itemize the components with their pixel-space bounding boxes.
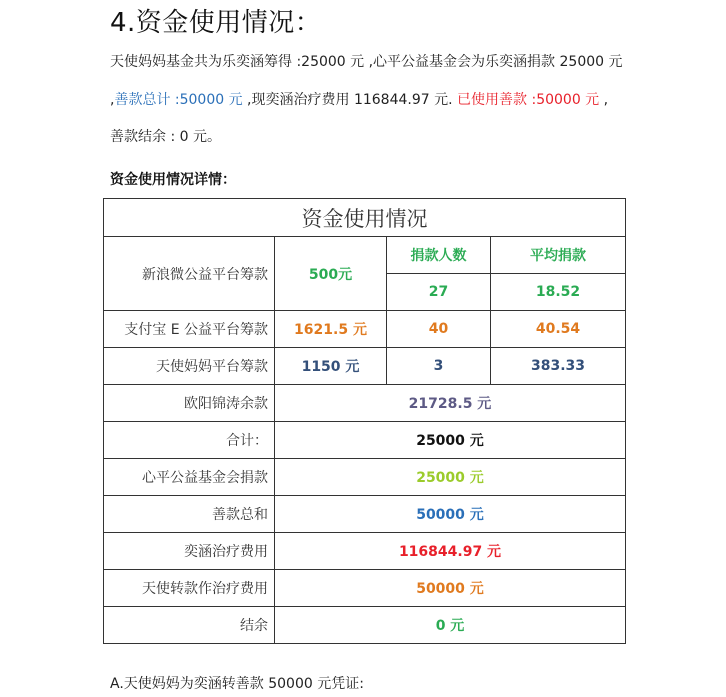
treatment-amount: 116844.97 元 bbox=[275, 533, 626, 570]
angel-amount: 1150 元 bbox=[275, 348, 387, 385]
alipay-avg: 40.54 bbox=[491, 311, 626, 348]
voucher-caption: A.天使妈妈为奕涵转善款 50000 元凭证: bbox=[110, 676, 364, 692]
treatment-label: 奕涵治疗费用 bbox=[104, 533, 275, 570]
total-label: 善款总和 bbox=[104, 496, 275, 533]
angel-label: 天使妈妈平台筹款 bbox=[104, 348, 275, 385]
table-caption: 资金使用情况 bbox=[104, 199, 626, 237]
total-amount: 50000 元 bbox=[275, 496, 626, 533]
alipay-label: 支付宝 E 公益平台筹款 bbox=[104, 311, 275, 348]
transfer-amount: 50000 元 bbox=[275, 570, 626, 607]
alipay-donors: 40 bbox=[387, 311, 491, 348]
balance-label: 结余 bbox=[104, 607, 275, 644]
summary-text-1: 天使妈妈基金共为乐奕涵筹得 :25000 元 ,心平公益基金会为乐奕涵捐款 25000 元 , bbox=[110, 54, 623, 108]
summary-paragraph bbox=[110, 44, 625, 157]
angel-donors: 3 bbox=[387, 348, 491, 385]
subtotal-label: 合计： bbox=[104, 422, 275, 459]
weibo-avg: 18.52 bbox=[491, 274, 626, 311]
balance-amount: 0 元 bbox=[275, 607, 626, 644]
xinping-amount: 25000 元 bbox=[275, 459, 626, 496]
summary-text-3: , 善款结余 : 0 元。 bbox=[110, 91, 609, 145]
summary-text-2: ,现奕涵治疗费用 116844.97 元. bbox=[242, 91, 458, 108]
transfer-label: 天使转款作治疗费用 bbox=[104, 570, 275, 607]
subtotal-amount: 25000 元 bbox=[275, 422, 626, 459]
ouyang-amount: 21728.5 元 bbox=[275, 385, 626, 422]
ouyang-label: 欧阳锦涛余款 bbox=[104, 385, 275, 422]
fund-usage-table bbox=[103, 198, 626, 644]
weibo-amount: 500元 bbox=[275, 237, 387, 311]
weibo-donors: 27 bbox=[387, 274, 491, 311]
angel-avg: 383.33 bbox=[491, 348, 626, 385]
alipay-amount: 1621.5 元 bbox=[275, 311, 387, 348]
section-heading: 4.资金使用情况： bbox=[110, 8, 322, 38]
used-funds-highlight: 已使用善款 :50000 元 bbox=[457, 91, 600, 108]
detail-title: 资金使用情况详情： bbox=[110, 172, 236, 188]
total-funds-highlight: 善款总计 :50000 元 bbox=[114, 91, 243, 108]
weibo-label: 新浪微公益平台筹款 bbox=[104, 237, 275, 311]
donors-header: 捐款人数 bbox=[387, 237, 491, 274]
xinping-label: 心平公益基金会捐款 bbox=[104, 459, 275, 496]
avg-header: 平均捐款 bbox=[491, 237, 626, 274]
